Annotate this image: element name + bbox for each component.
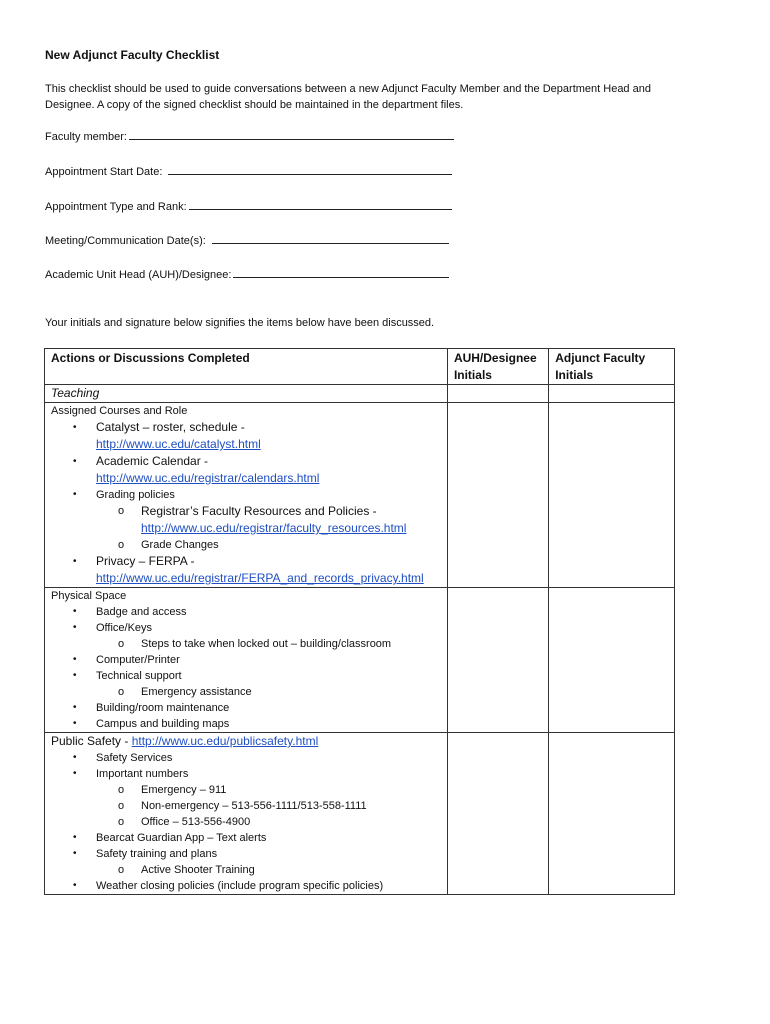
circle-bullet-icon: o <box>118 816 125 828</box>
auh-designee-line[interactable] <box>233 266 449 278</box>
bullet-icon: • <box>73 556 77 567</box>
circle-bullet-icon: o <box>118 864 125 876</box>
bullet-icon: • <box>73 654 77 665</box>
table-row <box>45 403 675 588</box>
teaching-adjunct-initials-cell[interactable] <box>549 385 675 403</box>
intro-paragraph: This checklist should be used to guide conversations between a new Adjunct Faculty Member and the Department Head and Designee. A copy of the signed checklist should be maintained in the department files. <box>45 83 651 111</box>
list-item <box>96 537 441 553</box>
safety-adjunct-initials-cell[interactable] <box>549 733 675 895</box>
list-item <box>51 750 441 766</box>
public-safety-heading <box>51 733 441 750</box>
grade-changes-label: Grade Changes <box>141 539 219 551</box>
public-safety-link[interactable]: http://www.uc.edu/publicsafety.html <box>131 734 319 748</box>
meeting-dates-line[interactable] <box>212 232 449 244</box>
grading-label: Grading policies <box>96 489 175 501</box>
tech-support-label: Technical support <box>96 670 182 682</box>
office-keys-label: Office/Keys <box>96 622 153 634</box>
table-row <box>45 733 675 895</box>
teaching-items-auh-initials-cell[interactable] <box>447 403 548 588</box>
public-safety-title: Public Safety - <box>51 734 129 748</box>
public-safety-cell <box>45 733 448 895</box>
list-item <box>96 862 441 878</box>
privacy-label: Privacy – FERPA - <box>96 554 195 568</box>
list-item <box>51 766 441 830</box>
start-date-line[interactable] <box>168 163 452 175</box>
actions-header: Actions or Discussions Completed <box>45 349 448 385</box>
start-date-label: Appointment Start Date: <box>45 166 163 178</box>
catalyst-link[interactable]: http://www.uc.edu/catalyst.html <box>96 437 261 451</box>
bullet-icon: • <box>73 832 77 843</box>
list-item <box>51 668 441 700</box>
circle-bullet-icon: o <box>118 505 125 517</box>
teaching-title-cell <box>45 385 448 403</box>
non-emergency-number-label: Non-emergency – 513-556-1111/513-558-1111 <box>141 800 367 812</box>
list-item <box>51 487 441 553</box>
bullet-icon: • <box>73 718 77 729</box>
assigned-courses-label: Assigned Courses and Role <box>51 405 188 417</box>
circle-bullet-icon: o <box>118 638 125 650</box>
bearcat-app-label: Bearcat Guardian App – Text alerts <box>96 832 267 844</box>
circle-bullet-icon: o <box>118 784 125 796</box>
safety-services-label: Safety Services <box>96 752 173 764</box>
maps-label: Campus and building maps <box>96 718 230 730</box>
list-item <box>96 636 441 652</box>
list-item <box>96 503 441 537</box>
table-header-row <box>45 349 675 385</box>
list-item <box>96 814 441 830</box>
safety-auh-initials-cell[interactable] <box>447 733 548 895</box>
physical-space-title: Physical Space <box>51 590 127 602</box>
list-item <box>51 878 441 894</box>
safety-training-label: Safety training and plans <box>96 848 218 860</box>
privacy-link[interactable]: http://www.uc.edu/registrar/FERPA_and_records_privacy.html <box>96 571 424 585</box>
list-item <box>51 419 441 453</box>
teaching-title: Teaching <box>51 386 100 400</box>
type-rank-field[interactable] <box>45 198 452 213</box>
bullet-icon: • <box>73 622 77 633</box>
teaching-items-adjunct-initials-cell[interactable] <box>549 403 675 588</box>
list-item <box>51 553 441 587</box>
bullet-icon: • <box>73 702 77 713</box>
locked-out-label: Steps to take when locked out – building/classroom <box>141 638 392 650</box>
auh-initials-header: AUH/Designee Initials <box>447 349 548 385</box>
circle-bullet-icon: o <box>118 800 125 812</box>
bullet-icon: • <box>73 422 77 433</box>
table-row <box>45 588 675 733</box>
registrar-resources-link[interactable]: http://www.uc.edu/registrar/faculty_resources.html <box>141 521 407 535</box>
bullet-icon: • <box>73 768 77 779</box>
bullet-icon: • <box>73 670 77 681</box>
type-rank-line[interactable] <box>189 198 452 210</box>
calendar-link[interactable]: http://www.uc.edu/registrar/calendars.html <box>96 471 320 485</box>
important-numbers-label: Important numbers <box>96 768 189 780</box>
physical-auh-initials-cell[interactable] <box>447 588 548 733</box>
list-item <box>96 782 441 798</box>
list-item <box>51 620 441 652</box>
faculty-member-field[interactable] <box>45 128 454 143</box>
active-shooter-label: Active Shooter Training <box>141 864 255 876</box>
list-item <box>96 798 441 814</box>
emergency-assist-label: Emergency assistance <box>141 686 252 698</box>
teaching-auh-initials-cell[interactable] <box>447 385 548 403</box>
faculty-member-line[interactable] <box>129 128 454 140</box>
calendar-label: Academic Calendar - <box>96 454 209 468</box>
adjunct-initials-header: Adjunct Faculty Initials <box>549 349 675 385</box>
meeting-dates-label: Meeting/Communication Date(s): <box>45 235 206 247</box>
physical-space-cell <box>45 588 448 733</box>
teaching-items-cell <box>45 403 448 588</box>
signature-note: Your initials and signature below signifies the items below have been discussed. <box>45 317 435 329</box>
bullet-icon: • <box>73 752 77 763</box>
list-item <box>51 700 441 716</box>
meeting-dates-field[interactable] <box>45 232 449 247</box>
start-date-field[interactable] <box>45 163 452 178</box>
list-item <box>51 604 441 620</box>
type-rank-label: Appointment Type and Rank: <box>45 201 187 213</box>
bullet-icon: • <box>73 848 77 859</box>
circle-bullet-icon: o <box>118 539 125 551</box>
bullet-icon: • <box>73 606 77 617</box>
registrar-resources-label: Registrar’s Faculty Resources and Policies - <box>141 504 377 518</box>
office-number-label: Office – 513-556-4900 <box>141 816 251 828</box>
bullet-icon: • <box>73 489 77 500</box>
weather-policies-label: Weather closing policies (include program specific policies) <box>96 880 384 892</box>
physical-adjunct-initials-cell[interactable] <box>549 588 675 733</box>
list-item <box>51 830 441 846</box>
maintenance-label: Building/room maintenance <box>96 702 230 714</box>
circle-bullet-icon: o <box>118 686 125 698</box>
catalyst-label: Catalyst – roster, schedule - <box>96 420 245 434</box>
list-item <box>51 716 441 732</box>
bullet-icon: • <box>73 880 77 891</box>
auh-designee-label: Academic Unit Head (AUH)/Designee: <box>45 269 232 281</box>
list-item <box>51 652 441 668</box>
emergency-number-label: Emergency – 911 <box>141 784 227 796</box>
computer-label: Computer/Printer <box>96 654 180 666</box>
table-row <box>45 385 675 403</box>
checklist-table <box>44 348 675 895</box>
document-title: New Adjunct Faculty Checklist <box>45 48 220 62</box>
list-item <box>96 684 441 700</box>
faculty-member-label: Faculty member: <box>45 131 127 143</box>
badge-label: Badge and access <box>96 606 187 618</box>
auh-designee-field[interactable] <box>45 266 449 281</box>
list-item <box>51 846 441 878</box>
bullet-icon: • <box>73 456 77 467</box>
list-item <box>51 453 441 487</box>
